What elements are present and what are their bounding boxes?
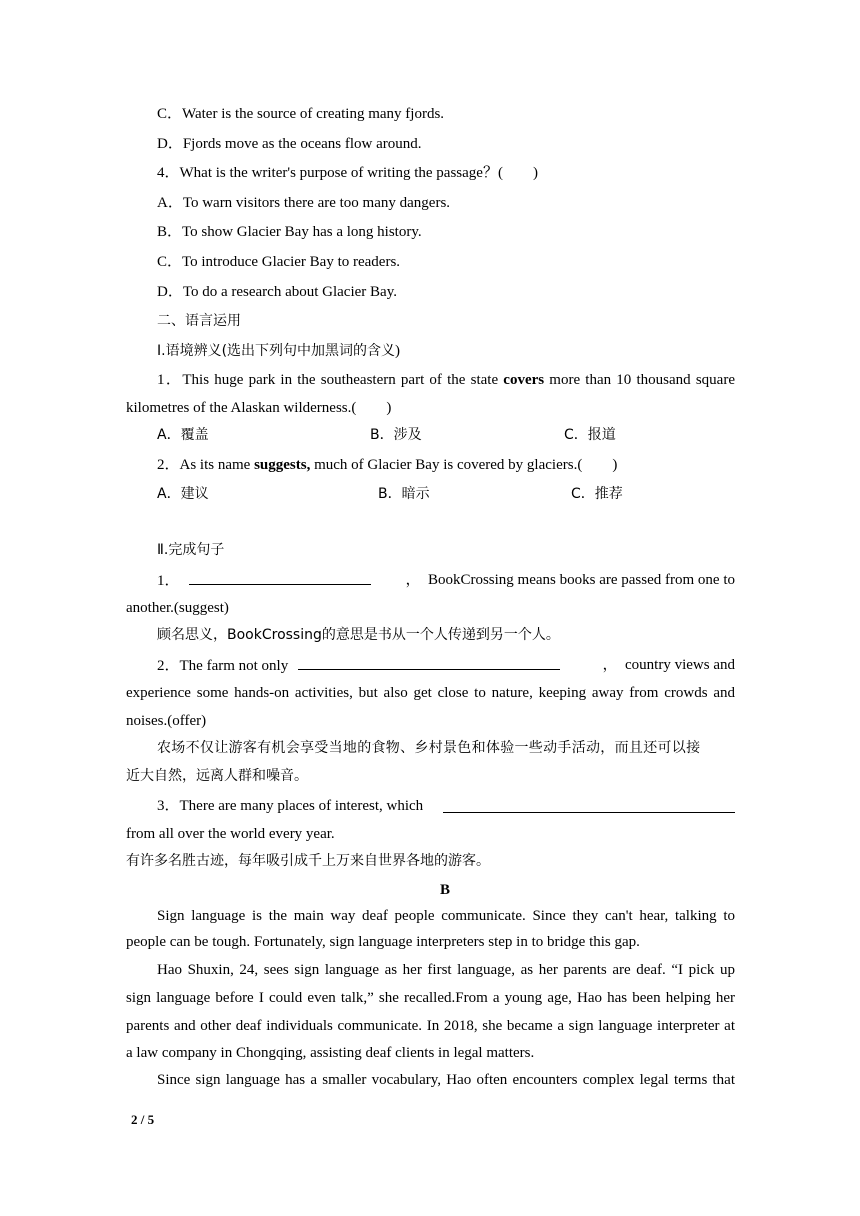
page-number: 2 / 5: [131, 1112, 155, 1127]
p1-q1-opt-a: A．覆盖: [157, 427, 209, 443]
p2-s1-mid: ， BookCrossing means books are passed from one to: [405, 572, 735, 588]
p2-s2-pre: 2．The farm not only: [157, 658, 289, 674]
p1-q2-opt-b: B．暗示: [378, 486, 430, 502]
p2-s2-line1: [157, 655, 735, 676]
passage-title: B: [440, 882, 451, 898]
p2-s1-line1: [157, 570, 735, 591]
passage-p3-line1: Since sign language has a smaller vocabulary, Hao often encounters complex legal terms that: [157, 1072, 735, 1088]
q4-stem: 4．What is the writer's purpose of writing the passage？( ): [157, 165, 538, 181]
p1-q2-opt-a: A．建议: [157, 486, 209, 502]
part1-heading-c: ): [395, 343, 401, 359]
p1-q1-post: more than 10 thousand square: [544, 372, 735, 388]
p2-s1-num: 1．: [157, 573, 180, 589]
p2-s1-cn: 顾名思义，BookCrossing的意思是书从一个人传递到另一个人。: [157, 627, 560, 643]
p1-q1-line1: [157, 370, 735, 390]
answer-blank-3[interactable]: [443, 798, 735, 813]
p1-q1-opt-b: B．涉及: [370, 427, 422, 443]
p1-q2-opt-c: C．推荐: [571, 486, 623, 502]
q4-option-d: D．To do a research about Glacier Bay.: [157, 284, 397, 300]
passage-p1-line2: people can be tough. Fortunately, sign language interpreters step in to bridge this gap.: [126, 934, 640, 950]
p1-q1-opt-c: C．报道: [564, 427, 616, 443]
part2-heading: Ⅱ.完成句子: [157, 542, 225, 558]
p2-s2-cn2: 近大自然，远离人群和噪音。: [126, 768, 308, 784]
q4-option-c: C．To introduce Glacier Bay to readers.: [157, 254, 401, 270]
p2-s1-line2: another.(suggest): [126, 600, 229, 616]
p2-s2-line3: noises.(offer): [126, 713, 207, 729]
p2-s2-cn1: 农场不仅让游客有机会享受当地的食物、乡村景色和体验一些动手活动，而且还可以接: [157, 740, 701, 756]
passage-p2-line2: sign language before I could even talk,” she recalled.From a young age, Hao has been helping her: [126, 990, 735, 1006]
q4-option-a: A．To warn visitors there are too many dangers.: [157, 195, 451, 211]
passage-p2-line4: a law company in Chongqing, assisting deaf clients in legal matters.: [126, 1045, 535, 1061]
answer-blank-1[interactable]: [189, 570, 371, 585]
q3-option-c: C．Water is the source of creating many fjords.: [157, 106, 445, 122]
p2-s2-post: ， country views and: [602, 657, 735, 673]
p1-q2-line1: [157, 455, 617, 475]
answer-blank-2[interactable]: [298, 655, 560, 670]
p2-s3-pre: 3．There are many places of interest, which: [157, 798, 424, 814]
p1-q2-bold: suggests,: [254, 457, 311, 473]
p1-q2-post: much of Glacier Bay is covered by glaciers.( ): [310, 457, 618, 473]
p1-q1-bold: covers: [503, 372, 545, 388]
section-heading: 二、语言运用: [157, 313, 241, 329]
p1-q2-pre: 2．As its name: [157, 457, 255, 473]
q3-option-d: D．Fjords move as the oceans flow around.: [157, 136, 422, 152]
q4-option-b: B．To show Glacier Bay has a long history.: [157, 224, 422, 240]
passage-p2-line1: Hao Shuxin, 24, sees sign language as her first language, as her parents are deaf. “I pick up: [157, 962, 735, 978]
passage-p2-line3: parents and other deaf individuals communicate. In 2018, she became a sign language interpreter at: [126, 1018, 735, 1034]
p2-s3-line1: [157, 796, 735, 816]
p2-s3-line2: from all over the world every year.: [126, 826, 335, 842]
part1-heading-b: 选出下列句中加黑词的含义: [227, 343, 396, 359]
part1-heading: [157, 341, 400, 361]
p2-s3-cn: 有许多名胜古迹，每年吸引成千上万来自世界各地的游客。: [126, 853, 490, 869]
passage-p1-line1: Sign language is the main way deaf people communicate. Since they can't hear, talking to: [157, 908, 735, 924]
p1-q1-pre: 1．This huge park in the southeastern part of the state: [157, 372, 504, 388]
p1-q1-line2: kilometres of the Alaskan wilderness.( ): [126, 400, 392, 416]
part1-heading-a: Ⅰ.语境辨义(: [157, 343, 228, 359]
p2-s2-line2: experience some hands-on activities, but also get close to nature, keeping away from crowds and: [126, 685, 735, 701]
